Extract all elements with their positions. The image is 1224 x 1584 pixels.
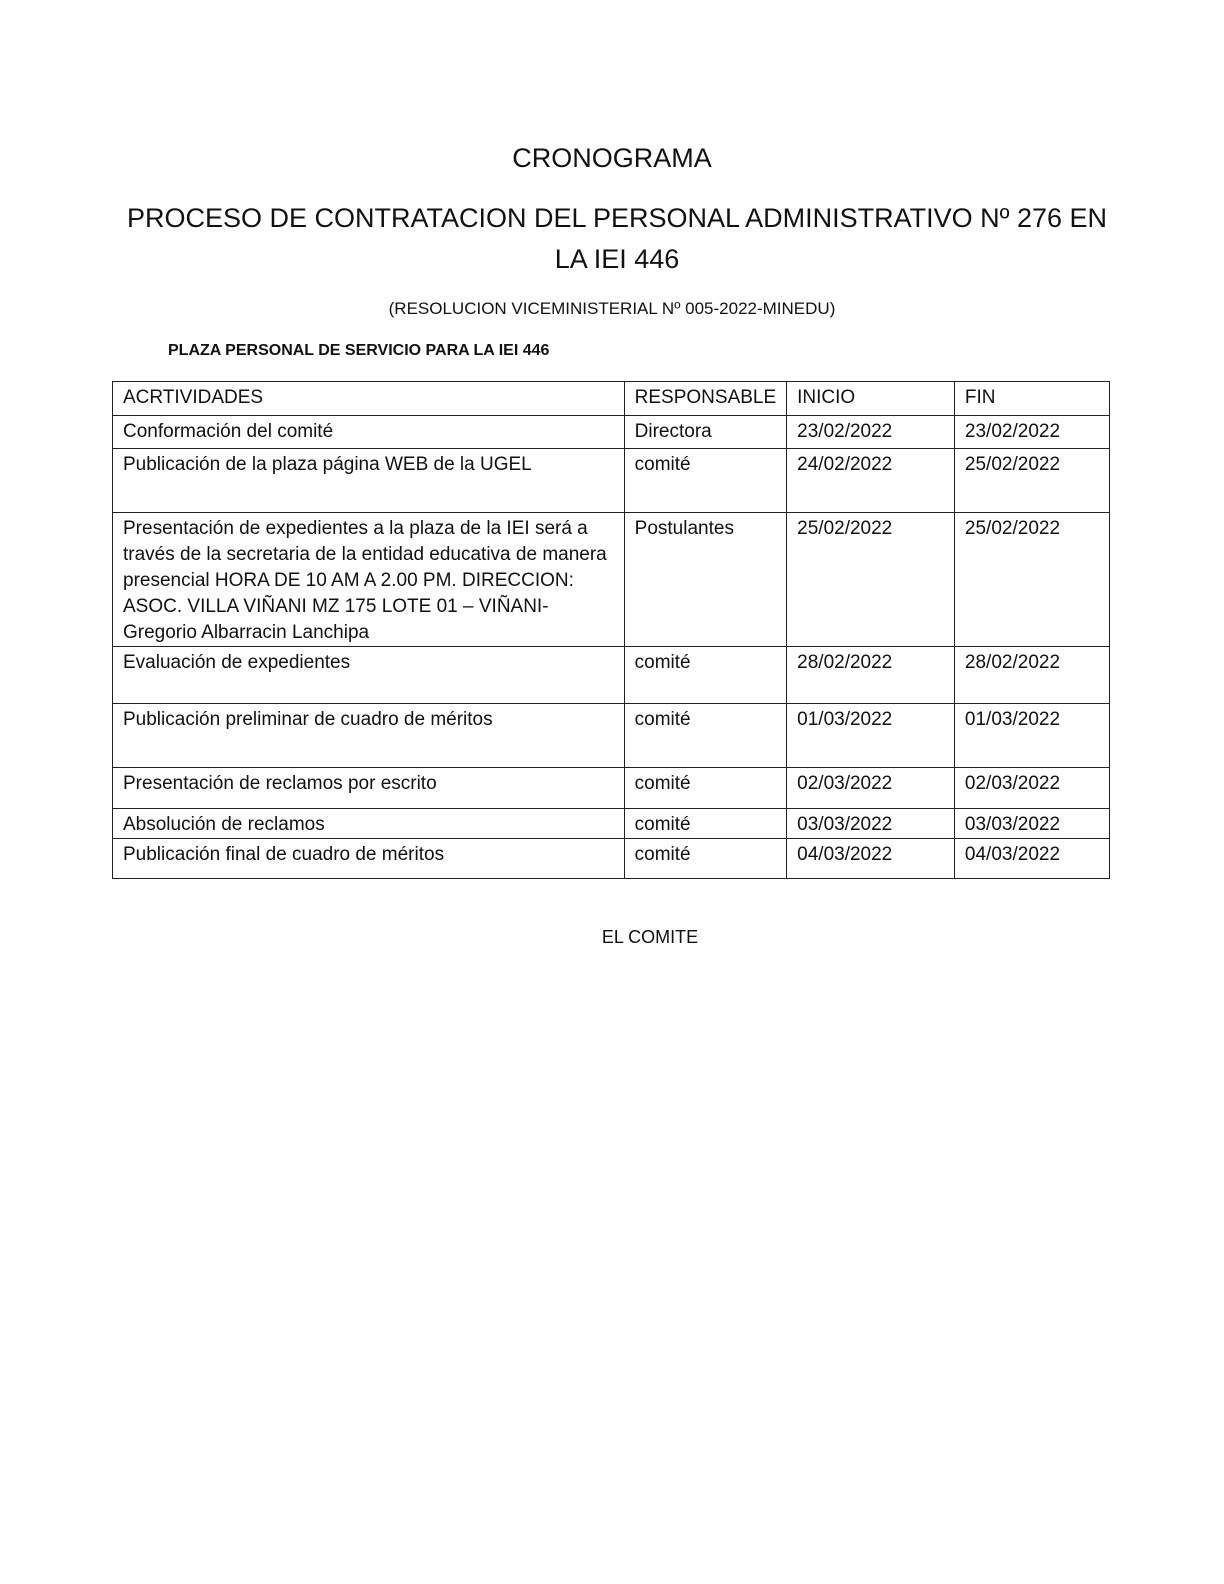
table-row (113, 449, 1110, 513)
responsible-cell: comité (624, 768, 787, 809)
start-date-cell: 04/03/2022 (787, 839, 955, 879)
header-start: INICIO (787, 382, 955, 416)
end-date-cell: 02/03/2022 (954, 768, 1109, 809)
document-title: CRONOGRAMA (512, 143, 712, 173)
responsible-cell: comité (624, 809, 787, 839)
end-date-cell: 04/03/2022 (954, 839, 1109, 879)
table-row (113, 768, 1110, 809)
responsible-cell: comité (624, 647, 787, 704)
table-row (113, 416, 1110, 449)
end-date-cell: 03/03/2022 (954, 809, 1109, 839)
end-date-cell: 25/02/2022 (954, 513, 1109, 647)
responsible-cell: comité (624, 704, 787, 768)
activity-cell: Absolución de reclamos (113, 809, 625, 839)
start-date-cell: 28/02/2022 (787, 647, 955, 704)
end-date-cell: 01/03/2022 (954, 704, 1109, 768)
end-date-cell: 23/02/2022 (954, 416, 1109, 449)
committee-signature: EL COMITE (601, 927, 699, 947)
schedule-table (112, 381, 1110, 879)
header-end: FIN (954, 382, 1109, 416)
activity-cell: Conformación del comité (113, 416, 625, 449)
table-row (113, 809, 1110, 839)
resolution-reference: (RESOLUCION VICEMINISTERIAL Nº 005-2022-MINEDU) (388, 299, 836, 318)
end-date-cell: 28/02/2022 (954, 647, 1109, 704)
responsible-cell: Postulantes (624, 513, 787, 647)
document-subtitle: PROCESO DE CONTRATACION DEL PERSONAL ADMINISTRATIVO Nº 276 EN LA IEI 446 (126, 203, 1108, 274)
activity-cell: Presentación de expedientes a la plaza de la IEI será a través de la secretaria de la entidad educativa de manera presencial HORA DE 10 AM A 2.00 PM. DIRECCION: ASOC. VILLA VIÑANI MZ 175 LOTE 01 – VIÑANI-Gregorio Albarracin Lanchipa (113, 513, 625, 647)
end-date-cell: 25/02/2022 (954, 449, 1109, 513)
activity-cell: Presentación de reclamos por escrito (113, 768, 625, 809)
table-header-row (113, 382, 1110, 416)
responsible-cell: Directora (624, 416, 787, 449)
responsible-cell: comité (624, 449, 787, 513)
header-activities: ACRTIVIDADES (113, 382, 625, 416)
plaza-heading: PLAZA PERSONAL DE SERVICIO PARA LA IEI 446 (168, 342, 550, 359)
activity-cell: Publicación preliminar de cuadro de méritos (113, 704, 625, 768)
header-responsible: RESPONSABLE (624, 382, 787, 416)
start-date-cell: 25/02/2022 (787, 513, 955, 647)
start-date-cell: 23/02/2022 (787, 416, 955, 449)
start-date-cell: 24/02/2022 (787, 449, 955, 513)
activity-cell: Publicación final de cuadro de méritos (113, 839, 625, 879)
table-row (113, 647, 1110, 704)
start-date-cell: 02/03/2022 (787, 768, 955, 809)
table-row (113, 513, 1110, 647)
responsible-cell: comité (624, 839, 787, 879)
start-date-cell: 03/03/2022 (787, 809, 955, 839)
activity-cell: Evaluación de expedientes (113, 647, 625, 704)
start-date-cell: 01/03/2022 (787, 704, 955, 768)
activity-cell: Publicación de la plaza página WEB de la UGEL (113, 449, 625, 513)
table-row (113, 839, 1110, 879)
table-row (113, 704, 1110, 768)
